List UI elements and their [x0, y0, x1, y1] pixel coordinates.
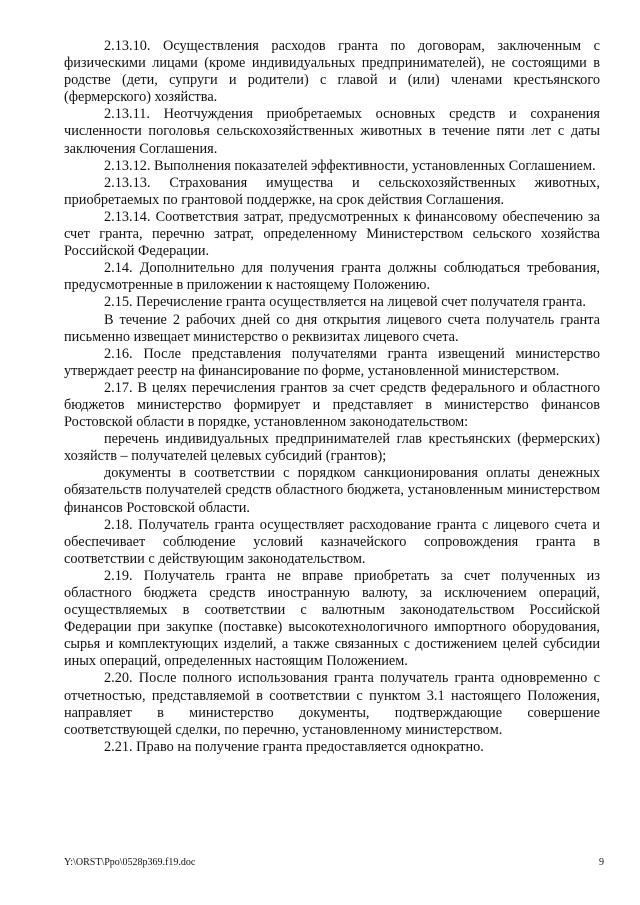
paragraph-2-14: 2.14. Дополнительно для получения гранта должны соблюдаться требования, предусмотренные в приложении к настоящему Положению. [64, 260, 600, 294]
paragraph-2-13-14: 2.13.14. Соответствия затрат, предусмотренных к финансовому обеспечению за счет гранта, перечню затрат, определенному Министерством сельского хозяйства Российской Федерации. [64, 208, 600, 260]
paragraph-2-15: 2.15. Перечисление гранта осуществляется на лицевой счет получателя гранта. [104, 294, 586, 311]
paragraph-2-13-13: 2.13.13. Страхования имущества и сельскохозяйственных животных, приобретаемых по грантовой поддержке, на срок действия Соглашения. [64, 174, 600, 208]
paragraph-2-18: 2.18. Получатель гранта осуществляет расходование гранта с лицевого счета и обеспечивает соблюдение условий казначейского сопровождения гранта в соответствии с действующим законодательством. [64, 516, 600, 567]
paragraph-2-13-12: 2.13.12. Выполнения показателей эффективности, установленных Соглашением. [104, 157, 596, 174]
paragraph-2-21: 2.21. Право на получение гранта предоставляется однократно. [104, 738, 484, 755]
footer-page-number: 9 [599, 857, 604, 868]
footer-file-path: Y:\ORST\Ppo\0528p369.f19.doc [64, 857, 196, 868]
paragraph-2-19: 2.19. Получатель гранта не вправе приобретать за счет полученных из областного бюджета средств иностранную валюту, за исключением операций, осуществляемых в соответствии с валютным законодательством Российской Федерации при закупке (поставке) высокотехнологичного импортного оборудования, сырья и комплектующих изделий, а также связанных с достижением целей субсидии иных операций, определенных настоящим Положением. [64, 567, 600, 670]
paragraph-2-17-list-documents: документы в соответствии с порядком санкционирования оплаты денежных обязательств получателей средств областного бюджета, установленным министерством финансов Ростовской области. [64, 465, 600, 516]
paragraph-2-20: 2.20. После полного использования гранта получатель гранта одновременно с отчетностью, представляемой в соответствии с пунктом 3.1 настоящего Положения, направляет в министерство документы, подтверждающие совершение соответствующей сделки, по перечню, установленному министерством. [64, 670, 600, 738]
paragraph-2-13-11: 2.13.11. Неотчуждения приобретаемых основных средств и сохранения численности поголовья сельскохозяйственных животных в течение пяти лет с даты заключения Соглашения. [64, 106, 600, 157]
paragraph-2-15-account-notice: В течение 2 рабочих дней со дня открытия лицевого счета получатель гранта письменно извещает министерство о реквизитах лицевого счета. [64, 311, 600, 345]
document-body [64, 38, 600, 756]
paragraph-2-17: 2.17. В целях перечисления грантов за счет средств федерального и областного бюджетов министерство формирует и представляет в министерство финансов Ростовской области в порядке, установленном законодательством: [64, 379, 600, 431]
paragraph-2-17-list-recipients: перечень индивидуальных предпринимателей глав крестьянских (фермерских) хозяйств – получателей целевых субсидий (грантов); [64, 431, 600, 465]
paragraph-2-16: 2.16. После представления получателями гранта извещений министерство утверждает реестр на финансирование по форме, установленной министерством. [64, 345, 600, 379]
paragraph-2-13-10: 2.13.10. Осуществления расходов гранта по договорам, заключенным с физическими лицами (кроме индивидуальных предпринимателей), не состоящими в родстве (дети, супруги и родители) с главой и (или) членами крестьянского (фермерского) хозяйства. [64, 38, 600, 106]
